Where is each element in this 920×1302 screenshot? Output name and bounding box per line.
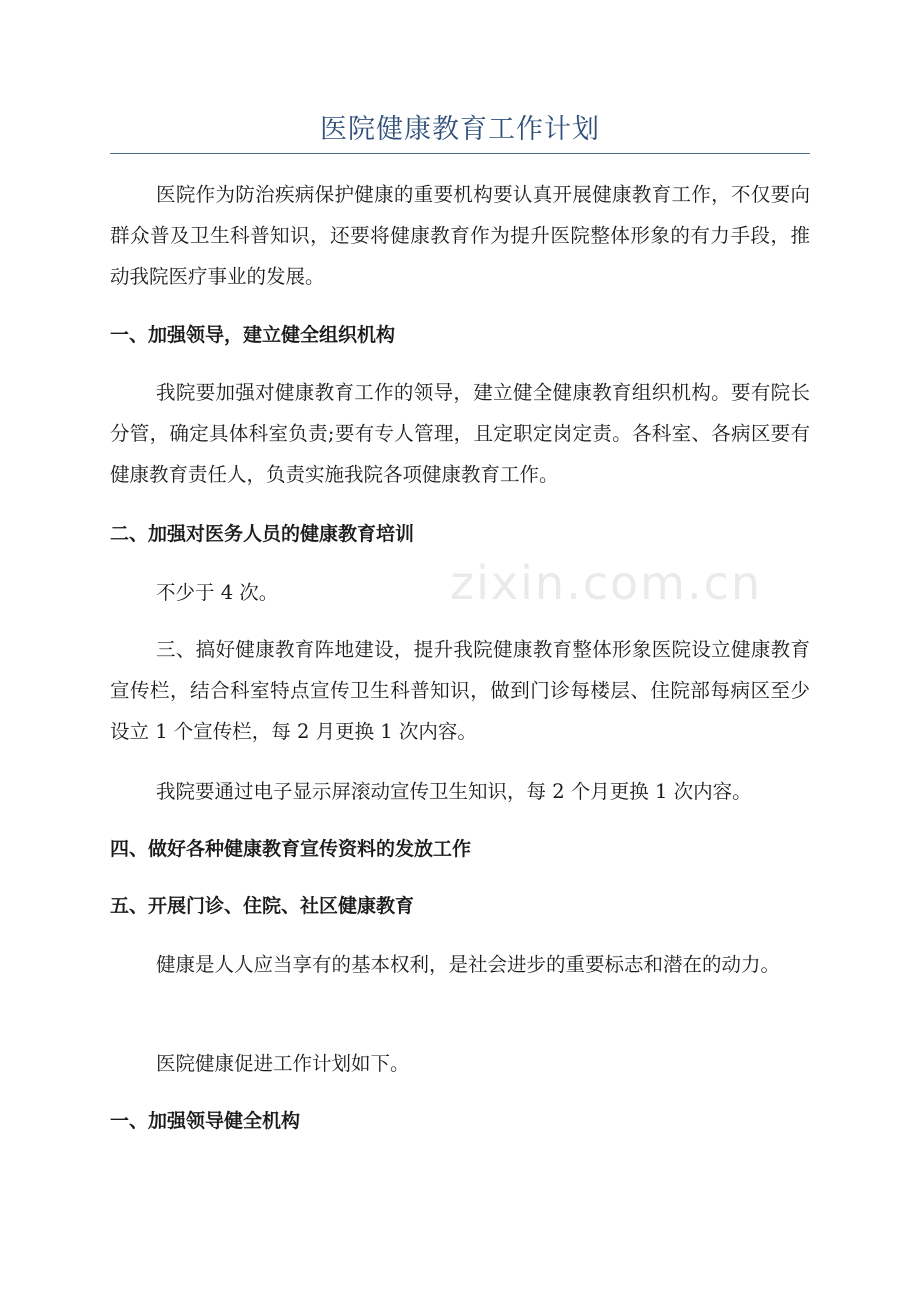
bulletin-board-paragraph: 三、搞好健康教育阵地建设，提升我院健康教育整体形象医院设立健康教育宣传栏，结合科室特点宣传卫生科普知识，做到门诊每楼层、住院部每病区至少设立 1 个宣传栏，每 2 月更换 1 次内容。	[110, 638, 810, 743]
training-paragraph: 不少于 4 次。	[156, 581, 279, 604]
health-rights-paragraph: 健康是人人应当享有的基本权利，是社会进步的重要标志和潜在的动力。	[156, 953, 781, 976]
section-heading-6: 一、加强领导健全机构	[110, 1110, 301, 1132]
plan-intro-paragraph: 医院健康促进工作计划如下。	[156, 1052, 410, 1075]
page-title: 医院健康教育工作计划	[320, 114, 600, 145]
leadership-paragraph: 我院要加强对健康教育工作的领导，建立健全健康教育组织机构。要有院长分管，确定具体科室负责;要有专人管理，且定职定岗定责。各科室、各病区要有健康教育责任人，负责实施我院各项健康教育工作。	[110, 381, 810, 486]
display-screen-paragraph: 我院要通过电子显示屏滚动宣传卫生知识，每 2 个月更换 1 次内容。	[156, 780, 752, 803]
section-heading-1: 一、加强领导，建立健全组织机构	[110, 324, 396, 346]
watermark: zixin.com.cn	[450, 556, 763, 610]
section-heading-5: 五、开展门诊、住院、社区健康教育	[110, 895, 415, 917]
section-heading-4: 四、做好各种健康教育宣传资料的发放工作	[110, 838, 472, 860]
title-divider	[110, 153, 810, 154]
section-heading-2: 二、加强对医务人员的健康教育培训	[110, 523, 415, 545]
intro-paragraph: 医院作为防治疾病保护健康的重要机构要认真开展健康教育工作，不仅要向群众普及卫生科普知识，还要将健康教育作为提升医院整体形象的有力手段，推动我院医疗事业的发展。	[110, 183, 810, 288]
